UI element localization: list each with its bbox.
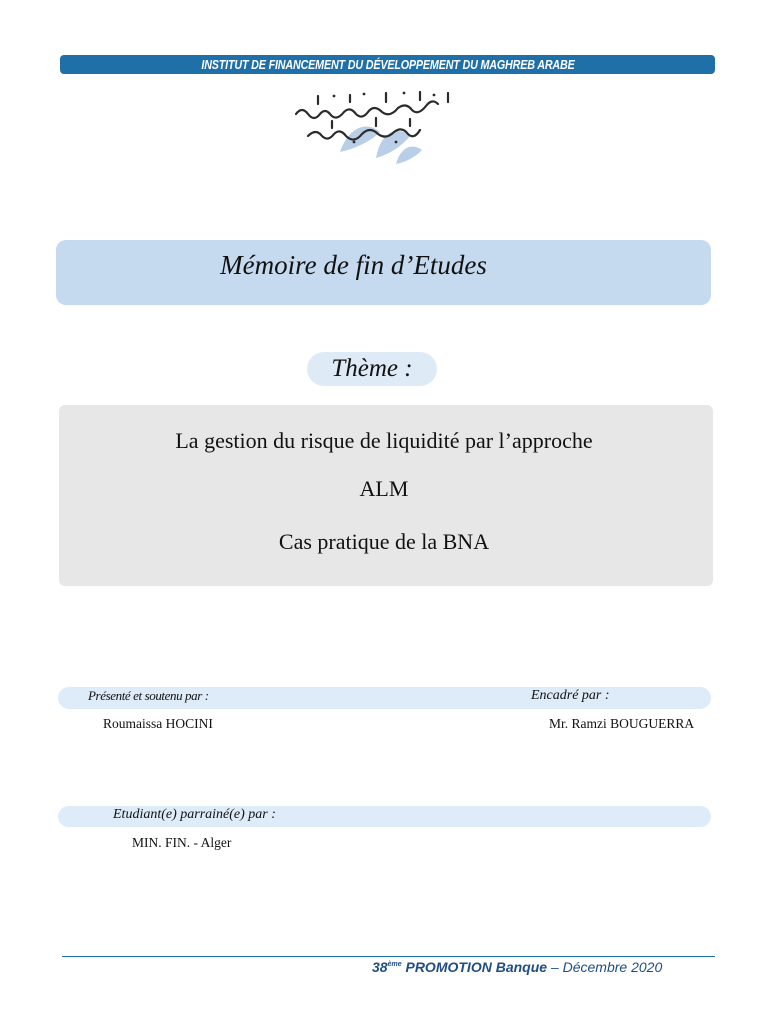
document-title: Mémoire de fin d’Etudes	[220, 250, 487, 280]
supervised-by-label: Encadré par :	[531, 688, 610, 703]
sponsor-name: MIN. FIN. - Alger	[132, 835, 232, 850]
promotion-footer	[372, 959, 662, 975]
promotion-date: – Décembre 2020	[550, 959, 663, 975]
sponsored-by-label: Etudiant(e) parrainé(e) par :	[113, 807, 276, 822]
promotion-label: PROMOTION Banque	[405, 959, 548, 975]
footer-divider	[62, 956, 715, 957]
subject-line-2: ALM	[359, 476, 409, 501]
subject-line-1: La gestion du risque de liquidité par l’approche	[175, 428, 593, 453]
promotion-number: 38	[372, 959, 388, 975]
header-banner	[60, 55, 715, 74]
promotion-suffix: ème	[387, 961, 402, 968]
presented-by-label: Présenté et soutenu par :	[88, 688, 209, 703]
subject-line-3: Cas pratique de la BNA	[278, 529, 490, 554]
supervisor-name: Mr. Ramzi BOUGUERRA	[549, 716, 695, 731]
institute-name: INSTITUT DE FINANCEMENT DU DÉVELOPPEMENT DU MAGHREB ARABE	[200, 57, 575, 72]
student-name: Roumaissa HOCINI	[103, 716, 213, 731]
theme-label: Thème :	[307, 352, 437, 386]
institute-logo	[288, 90, 473, 170]
